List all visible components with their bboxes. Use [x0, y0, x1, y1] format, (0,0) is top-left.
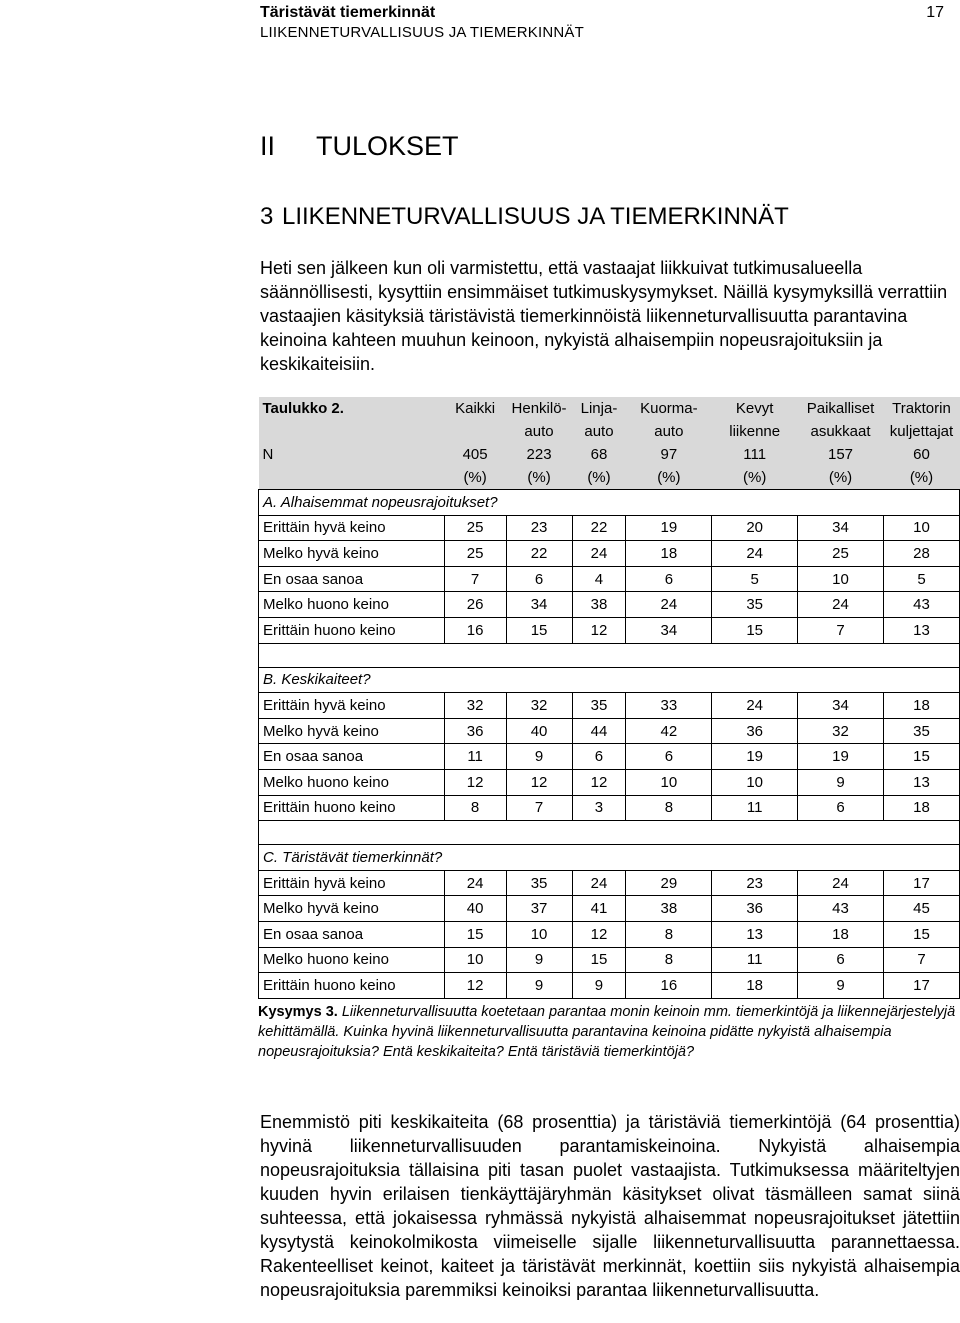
table-section-row	[259, 845, 960, 871]
table-cell: 6	[506, 566, 572, 592]
table-cell: 45	[883, 896, 959, 922]
table-cell: 19	[626, 515, 712, 541]
table-cell: 17	[883, 973, 959, 999]
table-section-row	[259, 490, 960, 516]
column-header: Henkilö-	[506, 397, 572, 420]
table-row	[259, 795, 960, 821]
table-row	[259, 515, 960, 541]
table-cell: 40	[444, 896, 506, 922]
table-cell: 15	[712, 617, 798, 643]
table-cell: 34	[798, 693, 884, 719]
row-label: Erittäin huono keino	[259, 617, 445, 643]
table-caption: Taulukko 2.	[259, 397, 445, 420]
column-header: Traktorin	[883, 397, 959, 420]
table-cell: 8	[626, 795, 712, 821]
table-cell: 43	[883, 592, 959, 618]
spacer-cell	[259, 643, 960, 667]
row-label: Melko hyvä keino	[259, 541, 445, 567]
page-number: 17	[926, 4, 944, 21]
table-cell: 24	[572, 541, 626, 567]
column-header: Linja-	[572, 397, 626, 420]
table-cell: 19	[712, 744, 798, 770]
row-label: En osaa sanoa	[259, 744, 445, 770]
table-cell: 38	[572, 592, 626, 618]
table-cell: 16	[444, 617, 506, 643]
column-header: Paikalliset	[798, 397, 884, 420]
table-cell: 13	[712, 921, 798, 947]
table-cell: 35	[572, 693, 626, 719]
table-row	[259, 973, 960, 999]
section-number: II	[260, 131, 276, 161]
column-header-line2: auto	[506, 420, 572, 443]
table-cell: 26	[444, 592, 506, 618]
table-cell: 13	[883, 617, 959, 643]
column-header-line2	[444, 420, 506, 443]
table-cell: 37	[506, 896, 572, 922]
table-cell: 12	[444, 973, 506, 999]
table-spacer-row	[259, 821, 960, 845]
table-cell: 11	[712, 795, 798, 821]
table-cell: 18	[626, 541, 712, 567]
results-table	[258, 397, 960, 999]
section-title: TULOKSET	[316, 131, 459, 161]
row-label: Erittäin huono keino	[259, 973, 445, 999]
n-value: 68	[572, 443, 626, 466]
running-header-title: Täristävät tiemerkinnät	[260, 4, 436, 21]
unit-label: (%)	[572, 466, 626, 490]
row-label: Erittäin hyvä keino	[259, 515, 445, 541]
table-cell: 7	[798, 617, 884, 643]
table-cell: 10	[506, 921, 572, 947]
table-cell: 9	[506, 973, 572, 999]
row-label: En osaa sanoa	[259, 566, 445, 592]
table-cell: 7	[883, 947, 959, 973]
table-cell: 12	[572, 921, 626, 947]
row-label: Melko huono keino	[259, 947, 445, 973]
table-cell: 8	[626, 947, 712, 973]
table-cell: 6	[626, 744, 712, 770]
column-header: Kuorma-	[626, 397, 712, 420]
table-row	[259, 870, 960, 896]
table-cell: 17	[883, 870, 959, 896]
table-cell: 36	[712, 718, 798, 744]
table-cell: 9	[572, 973, 626, 999]
table-cell: 12	[572, 769, 626, 795]
row-label: Erittäin huono keino	[259, 795, 445, 821]
table-cell: 25	[798, 541, 884, 567]
table-cell: 40	[506, 718, 572, 744]
table-cell: 6	[626, 566, 712, 592]
table-cell: 25	[444, 541, 506, 567]
table-cell: 10	[712, 769, 798, 795]
table-cell: 11	[444, 744, 506, 770]
row-label: Melko hyvä keino	[259, 718, 445, 744]
n-value: 60	[883, 443, 959, 466]
table-row	[259, 617, 960, 643]
table-cell: 34	[506, 592, 572, 618]
table-cell: 13	[883, 769, 959, 795]
table-header-row	[259, 397, 960, 420]
row-label: Erittäin hyvä keino	[259, 870, 445, 896]
table-row	[259, 769, 960, 795]
conclusion-paragraph: Enemmistö piti keskikaiteita (68 prosenttia) ja täristäviä tiemerkintöjä (64 prosenttia) hyvinä liikenneturvallisuuden parantamiskeinoina. Nykyistä alhaisempia nopeusrajoituksia tällaisina piti tasan puolet vastaajista. Tutkimuksessa määriteltyjen kuuden hyvin erilaisen tienkäyttäjäryhmän käsitykset olivat täsmälleen samat siinä suhteessa, että jokaisessa ryhmässä nykyistä alhaisemmat nopeusrajoitukset jätettiin kysytystä keinokolmikosta viimeiselle sijalle liikenneturvallisuutta parannettaessa. Rakenteelliset keinot, kaiteet ja täristävät merkinnät, koettiin siis nykyistä alhaisempia nopeusrajoituksia paremmiksi keinoiksi parantaa liikenneturvallisuutta.	[260, 1112, 960, 1300]
table-cell: 28	[883, 541, 959, 567]
column-header-line2: asukkaat	[798, 420, 884, 443]
table-cell: 32	[798, 718, 884, 744]
section-title-cell: B. Keskikaiteet?	[259, 667, 960, 693]
table-cell: 32	[444, 693, 506, 719]
table-cell: 23	[712, 870, 798, 896]
table-cell: 22	[506, 541, 572, 567]
table-cell: 29	[626, 870, 712, 896]
table-n-row	[259, 443, 960, 466]
table-cell: 6	[798, 947, 884, 973]
column-header-line2: kuljettajat	[883, 420, 959, 443]
table-cell: 8	[626, 921, 712, 947]
table-cell: 5	[712, 566, 798, 592]
table-unit-row	[259, 466, 960, 490]
table-cell: 24	[798, 592, 884, 618]
row-label: Melko huono keino	[259, 769, 445, 795]
table-cell: 24	[444, 870, 506, 896]
table-cell: 12	[444, 769, 506, 795]
table-cell: 22	[572, 515, 626, 541]
table-row	[259, 744, 960, 770]
table-cell: 18	[883, 795, 959, 821]
column-header-line2: liikenne	[712, 420, 798, 443]
question-box	[258, 1002, 958, 1062]
table-cell: 7	[444, 566, 506, 592]
table-cell: 16	[626, 973, 712, 999]
n-value: 111	[712, 443, 798, 466]
unit-label: (%)	[883, 466, 959, 490]
table-cell: 42	[626, 718, 712, 744]
n-value: 97	[626, 443, 712, 466]
table-cell: 4	[572, 566, 626, 592]
table-section-row	[259, 667, 960, 693]
n-value: 405	[444, 443, 506, 466]
section-title-cell: A. Alhaisemmat nopeusrajoitukset?	[259, 490, 960, 516]
table-cell: 24	[572, 870, 626, 896]
table-cell: 25	[444, 515, 506, 541]
table-cell: 6	[798, 795, 884, 821]
table-cell: 10	[444, 947, 506, 973]
table-cell: 24	[626, 592, 712, 618]
intro-paragraph: Heti sen jälkeen kun oli varmistettu, että vastaajat liikkuivat tutkimusalueella säännöllisesti, kysyttiin ensimmäiset tutkimuskysymykset. Näillä kysymyksillä verrattiin vastaajien käsityksiä täristävistä tiemerkinnöistä liikenneturvallisuutta parantavina keinoina kahteen muuhun keinoon, nykyistä alhaisempiin nopeusrajoituksiin ja keskikaiteisiin.	[260, 258, 948, 374]
table-cell: 15	[883, 744, 959, 770]
table-row	[259, 693, 960, 719]
row-label: Melko huono keino	[259, 592, 445, 618]
table-cell: 35	[712, 592, 798, 618]
table-cell: 15	[883, 921, 959, 947]
chapter-number: 3	[260, 203, 274, 230]
table-cell: 18	[798, 921, 884, 947]
column-header: Kevyt	[712, 397, 798, 420]
table-cell: 36	[444, 718, 506, 744]
section-title-cell: C. Täristävät tiemerkinnät?	[259, 845, 960, 871]
table-cell: 34	[798, 515, 884, 541]
table-cell: 35	[883, 718, 959, 744]
unit-label: (%)	[506, 466, 572, 490]
table-cell: 9	[798, 769, 884, 795]
table-cell: 10	[798, 566, 884, 592]
table-cell: 38	[626, 896, 712, 922]
running-header-subtitle: LIIKENNETURVALLISUUS JA TIEMERKINNÄT	[260, 24, 584, 41]
row-label: Melko hyvä keino	[259, 896, 445, 922]
section-heading	[260, 131, 459, 162]
table-cell: 6	[572, 744, 626, 770]
table-row	[259, 592, 960, 618]
row-label: Erittäin hyvä keino	[259, 693, 445, 719]
table-cell: 7	[506, 795, 572, 821]
table-cell: 5	[883, 566, 959, 592]
question-label: Kysymys 3.	[258, 1004, 338, 1020]
table-cell: 12	[506, 769, 572, 795]
table-cell: 11	[712, 947, 798, 973]
table-cell: 19	[798, 744, 884, 770]
table-cell: 41	[572, 896, 626, 922]
n-label: N	[259, 443, 445, 466]
table-row	[259, 921, 960, 947]
table-cell: 8	[444, 795, 506, 821]
column-header: Kaikki	[444, 397, 506, 420]
table-cell: 33	[626, 693, 712, 719]
table-cell: 15	[444, 921, 506, 947]
column-header-line2: auto	[626, 420, 712, 443]
table-cell: 10	[883, 515, 959, 541]
table-row	[259, 541, 960, 567]
table-cell: 9	[798, 973, 884, 999]
table-cell: 24	[712, 541, 798, 567]
table-cell: 43	[798, 896, 884, 922]
table-cell: 9	[506, 947, 572, 973]
unit-spacer	[259, 466, 445, 490]
unit-label: (%)	[798, 466, 884, 490]
table-cell: 10	[626, 769, 712, 795]
table-cell: 24	[798, 870, 884, 896]
row-label: En osaa sanoa	[259, 921, 445, 947]
table-row	[259, 718, 960, 744]
table-row	[259, 947, 960, 973]
unit-label: (%)	[444, 466, 506, 490]
column-header-line2: auto	[572, 420, 626, 443]
table-cell: 35	[506, 870, 572, 896]
chapter-heading	[260, 203, 789, 231]
table-cell: 36	[712, 896, 798, 922]
table-cell: 18	[712, 973, 798, 999]
header-spacer	[259, 420, 445, 443]
n-value: 157	[798, 443, 884, 466]
n-value: 223	[506, 443, 572, 466]
table-cell: 32	[506, 693, 572, 719]
table-cell: 44	[572, 718, 626, 744]
table-cell: 24	[712, 693, 798, 719]
chapter-title: LIIKENNETURVALLISUUS JA TIEMERKINNÄT	[282, 203, 789, 230]
table-cell: 23	[506, 515, 572, 541]
table-cell: 34	[626, 617, 712, 643]
question-text: Liikenneturvallisuutta koetetaan parantaa monin keinoin mm. tiemerkintöjä ja liikennejärjestelyjä kehittämällä. Kuinka hyvinä liikenneturvallisuutta parantavina keinoina pidätte nykyistä alhaisempia nopeusrajoituksia? Entä keskikaiteita? Entä täristäviä tiemerkintöjä?	[258, 1004, 956, 1060]
table-cell: 15	[506, 617, 572, 643]
table-cell: 9	[506, 744, 572, 770]
table-cell: 20	[712, 515, 798, 541]
table-header-row	[259, 420, 960, 443]
table-cell: 3	[572, 795, 626, 821]
table-cell: 18	[883, 693, 959, 719]
table-row	[259, 896, 960, 922]
spacer-cell	[259, 821, 960, 845]
table-cell: 12	[572, 617, 626, 643]
unit-label: (%)	[712, 466, 798, 490]
table-cell: 15	[572, 947, 626, 973]
unit-label: (%)	[626, 466, 712, 490]
table-row	[259, 566, 960, 592]
table-spacer-row	[259, 643, 960, 667]
